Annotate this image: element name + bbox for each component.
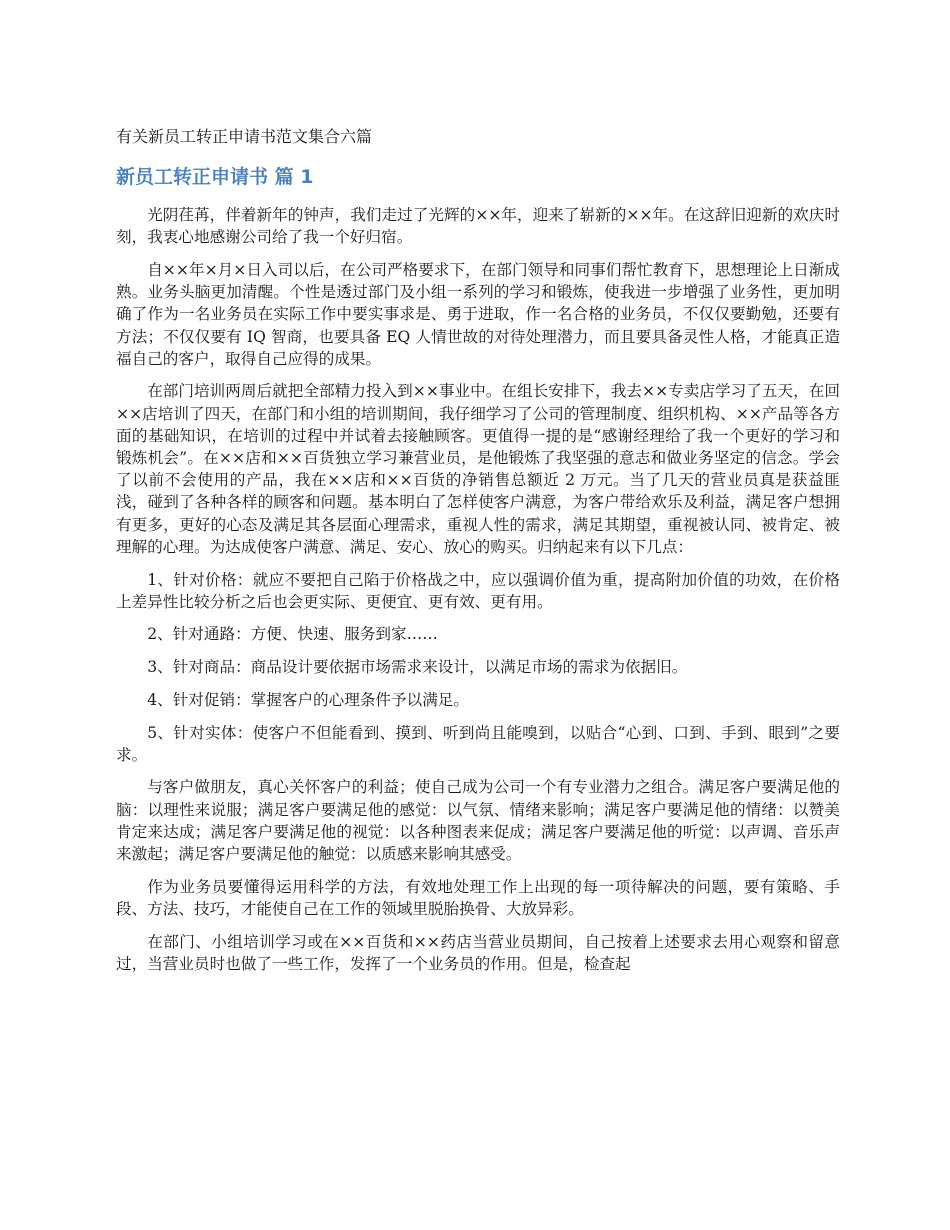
- list-item-price: 1、针对价格：就应不要把自己陷于价格战之中，应以强调价值为重，提高附加价值的功效，在价格上差异性比较分析之后也会更实际、更便宜、更有效、更有用。: [116, 570, 840, 611]
- list-item-entity: 5、针对实体：使客户不但能看到、摸到、听到尚且能嗅到，以贴合“心到、口到、手到、眼到”之要求。: [116, 723, 840, 764]
- paragraph: 作为业务员要懂得运用科学的方法，有效地处理工作上出现的每一项待解决的问题，要有策略、手段、方法、技巧，才能使自己在工作的领域里脱胎换骨、大放异彩。: [116, 877, 840, 918]
- list-item-product: 3、针对商品：商品设计要依据市场需求来设计，以满足市场的需求为依据旧。: [147, 658, 688, 677]
- paragraph: 与客户做朋友，真心关怀客户的利益；使自己成为公司一个有专业潜力之组合。满足客户要满足他的脑：以理性来说服；满足客户要满足他的感觉：以气氛、情绪来影响；满足客户要满足他的情绪：以赞美肯定来达成；满足客户要满足他的视觉：以各种图表来促成；满足客户要满足他的听觉：以声调、音乐声来激起；满足客户要满足他的触觉：以质感来影响其感受。: [116, 778, 840, 864]
- list-item-channel: 2、针对通路：方便、快速、服务到家……: [147, 625, 438, 644]
- section-heading: 新员工转正申请书 篇 1: [116, 166, 314, 188]
- paragraph: 在部门、小组培训学习或在××百货和××药店当营业员期间，自己按着上述要求去用心观察和留意过，当营业员时也做了一些工作，发挥了一个业务员的作用。但是，检查起: [116, 932, 840, 973]
- document-body: [116, 204, 840, 986]
- paragraph: 自××年×月×日入司以后，在公司严格要求下，在部门领导和同事们帮忙教育下，思想理论上日渐成熟。业务头脑更加清醒。个性是透过部门及小组一系列的学习和锻炼，使我进一步增强了业务性，更加明确了作为一名业务员在实际工作中要实事求是、勇于进取，作一名合格的业务员，不仅仅要勤勉，还要有方法；不仅仅要有 IQ 智商，也要具备 EQ 人情世故的对待处理潜力，而且要具备灵性人格，才能真正造福自己的客户，取得自己应得的成果。: [116, 260, 840, 368]
- list-item-promotion: 4、针对促销：掌握客户的心理条件予以满足。: [147, 690, 469, 709]
- paragraph: 在部门培训两周后就把全部精力投入到××事业中。在组长安排下，我去××专卖店学习了五天，在回××店培训了四天，在部门和小组的培训期间，我仔细学习了公司的管理制度、组织机构、××产品等各方面的基础知识，在培训的过程中并试着去接触顾客。更值得一提的是“感谢经理给了我一个更好的学习和锻炼机会”。在××店和××百货独立学习兼营业员，是他锻炼了我坚强的意志和做业务坚定的信念。学会了以前不会使用的产品，我在××店和××百货的净销售总额近 2 万元。当了几天的营业员真是获益匪浅，碰到了各种各样的顾客和问题。基本明白了怎样使客户满意，为客户带给欢乐及利益，满足客户想拥有更多，更好的心态及满足其各层面心理需求，重视人性的需求，满足其期望，重视被认同、被肯定、被理解的心理。为达成使客户满意、满足、安心、放心的购买。归纳起来有以下几点：: [116, 382, 840, 556]
- paragraph: 光阴荏苒，伴着新年的钟声，我们走过了光辉的××年，迎来了崭新的××年。在这辞旧迎新的欢庆时刻，我衷心地感谢公司给了我一个好归宿。: [116, 206, 840, 247]
- document-title: 有关新员工转正申请书范文集合六篇: [116, 127, 373, 146]
